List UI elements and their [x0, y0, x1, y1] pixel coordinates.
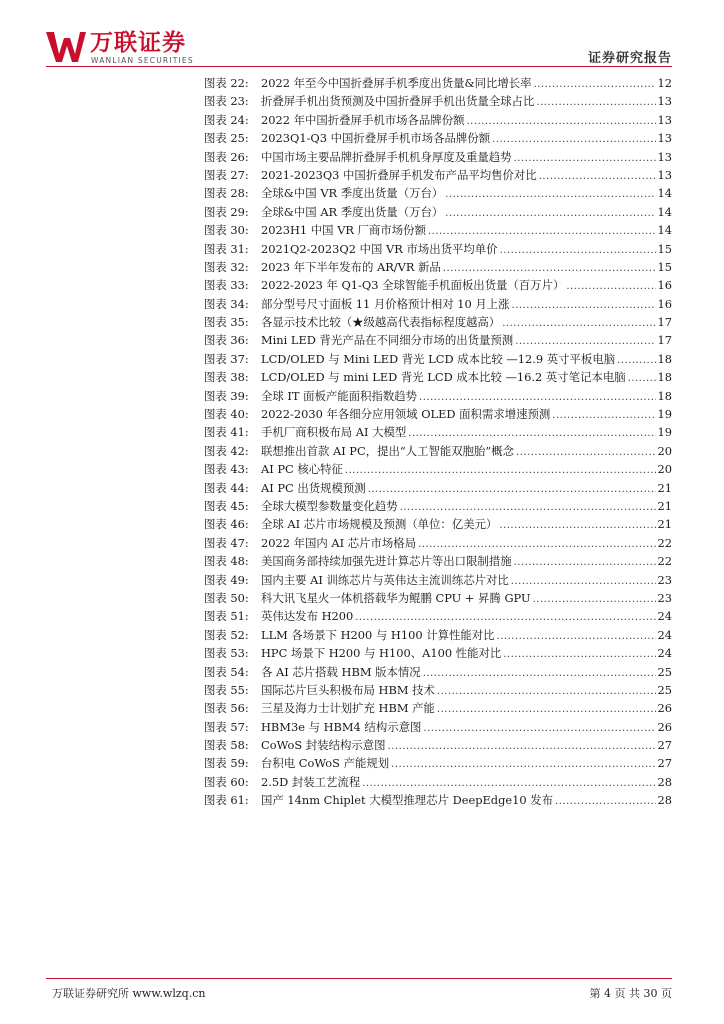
toc-entry-page: 19 — [657, 407, 672, 422]
toc-dot-leader — [437, 701, 656, 719]
toc-entry[interactable] — [204, 92, 672, 110]
toc-entry-label: 图表 50: — [204, 590, 249, 605]
toc-entry-page: 13 — [657, 149, 672, 164]
toc-entry-label: 图表 42: — [204, 443, 249, 458]
toc-dot-leader — [423, 720, 655, 738]
toc-entry-page: 14 — [657, 186, 672, 201]
toc-entry-label: 图表 53: — [204, 646, 249, 661]
toc-entry-page: 19 — [657, 425, 672, 440]
toc-entry-page: 22 — [657, 535, 672, 550]
toc-entry-label: 图表 45: — [204, 498, 249, 513]
toc-dot-leader — [368, 481, 656, 499]
toc-entry-title: 部分型号尺寸面板 11 月价格预计相对 10 月上涨 — [261, 296, 510, 311]
toc-dot-leader — [503, 646, 655, 664]
toc-entry[interactable] — [204, 111, 672, 129]
toc-entry-label: 图表 48: — [204, 554, 249, 569]
toc-entry-page: 28 — [657, 774, 672, 789]
toc-entry-page: 27 — [657, 738, 672, 753]
toc-entry[interactable] — [204, 350, 672, 368]
toc-entry-label: 图表 30: — [204, 223, 249, 238]
toc-entry-title: 三星及海力士计划扩充 HBM 产能 — [261, 701, 435, 716]
toc-entry[interactable] — [204, 129, 672, 147]
toc-entry[interactable] — [204, 74, 672, 92]
toc-dot-leader — [512, 297, 656, 315]
toc-entry[interactable] — [204, 736, 672, 754]
toc-entry-page: 18 — [657, 351, 672, 366]
toc-entry-page: 17 — [657, 315, 672, 330]
toc-entry[interactable] — [204, 387, 672, 405]
toc-entry-label: 图表 43: — [204, 462, 249, 477]
toc-entry-page: 13 — [657, 167, 672, 182]
toc-entry-title: HBM3e 与 HBM4 结构示意图 — [261, 719, 422, 734]
toc-dot-leader — [497, 628, 656, 646]
toc-entry[interactable] — [204, 442, 672, 460]
wanlian-logo-icon — [46, 30, 86, 64]
toc-entry-label: 图表 23: — [204, 94, 249, 109]
toc-dot-leader — [516, 444, 655, 462]
toc-entry-title: 手机厂商积极布局 AI 大模型 — [261, 425, 407, 440]
toc-entry-title: 全球 IT 面板产能面积指数趋势 — [261, 388, 418, 403]
toc-entry-label: 图表 26: — [204, 149, 249, 164]
toc-entry-title: 中国市场主要品牌折叠屏手机机身厚度及重量趋势 — [261, 149, 512, 164]
toc-entry-page: 23 — [657, 590, 672, 605]
toc-dot-leader — [566, 278, 655, 296]
toc-entry-page: 22 — [657, 554, 672, 569]
toc-dot-leader — [539, 168, 656, 186]
toc-entry[interactable] — [204, 791, 672, 809]
chart-index-list — [204, 74, 672, 810]
page-number: 第 4 页 共 30 页 — [589, 987, 672, 1000]
toc-entry-page: 18 — [657, 370, 672, 385]
toc-entry-title: 2022 年中国折叠屏手机市场各品牌份额 — [261, 112, 465, 127]
toc-entry-label: 图表 57: — [204, 719, 249, 734]
toc-entry-label: 图表 49: — [204, 572, 249, 587]
toc-dot-leader — [437, 683, 656, 701]
toc-entry-title: 2023 年下半年发布的 AR/VR 新品 — [261, 259, 441, 274]
toc-entry-title: 科大讯飞星火一体机搭载华为鲲鹏 CPU + 昇腾 GPU — [261, 590, 531, 605]
toc-entry-page: 27 — [657, 756, 672, 771]
toc-entry-title: 2022 年国内 AI 芯片市场格局 — [261, 535, 417, 550]
company-logo — [46, 30, 206, 66]
toc-entry-title: AI PC 核心特征 — [261, 462, 343, 477]
toc-entry[interactable] — [204, 295, 672, 313]
toc-entry[interactable] — [204, 644, 672, 662]
toc-entry-page: 15 — [657, 259, 672, 274]
toc-entry-title: 各 AI 芯片搭载 HBM 版本情况 — [261, 664, 421, 679]
toc-entry-label: 图表 22: — [204, 76, 249, 90]
toc-entry-label: 图表 35: — [204, 315, 249, 330]
toc-dot-leader — [536, 94, 655, 112]
toc-entry-title: 2022-2030 年各细分应用领域 OLED 面积需求增速预测 — [261, 407, 551, 422]
toc-entry-page: 23 — [657, 572, 672, 587]
toc-dot-leader — [511, 573, 656, 591]
toc-entry-title: 全球&中国 AR 季度出货量（万台） — [261, 204, 444, 219]
toc-entry-title: 2023H1 中国 VR 厂商市场份额 — [261, 223, 426, 238]
toc-entry[interactable] — [204, 571, 672, 589]
toc-dot-leader — [533, 591, 656, 609]
toc-entry[interactable] — [204, 460, 672, 478]
toc-entry-title: LCD/OLED 与 mini LED 背光 LCD 成本比较 —16.2 英寸笔记本电脑 — [261, 370, 626, 385]
toc-entry-label: 图表 61: — [204, 793, 249, 808]
toc-entry-page: 21 — [657, 498, 672, 513]
toc-entry-page: 12 — [657, 76, 672, 90]
toc-entry-page: 20 — [657, 443, 672, 458]
footer-divider — [46, 978, 672, 979]
toc-entry-title: 国产 14nm Chiplet 大模型推理芯片 DeepEdge10 发布 — [261, 793, 554, 808]
toc-entry-page: 21 — [657, 517, 672, 532]
toc-dot-leader — [445, 205, 655, 223]
toc-entry[interactable] — [204, 368, 672, 386]
toc-entry-title: 台积电 CoWoS 产能规划 — [261, 756, 390, 771]
toc-dot-leader — [466, 113, 655, 131]
page-header — [0, 0, 724, 70]
toc-entry-page: 28 — [657, 793, 672, 808]
toc-entry-label: 图表 33: — [204, 278, 249, 293]
toc-entry-title: 折叠屏手机出货预测及中国折叠屏手机出货量全球占比 — [261, 94, 535, 109]
toc-entry-label: 图表 40: — [204, 407, 249, 422]
toc-dot-leader — [423, 665, 656, 683]
toc-entry-title: AI PC 出货规模预测 — [261, 480, 366, 495]
toc-entry-title: Mini LED 背光产品在不同细分市场的出货量预测 — [261, 333, 514, 348]
toc-entry-label: 图表 36: — [204, 333, 249, 348]
logo-chinese-name: 万联证券 — [90, 30, 186, 56]
toc-entry-label: 图表 44: — [204, 480, 249, 495]
toc-entry-label: 图表 29: — [204, 204, 249, 219]
toc-entry[interactable] — [204, 699, 672, 717]
toc-entry-page: 14 — [657, 204, 672, 219]
toc-entry-page: 15 — [657, 241, 672, 256]
toc-entry-label: 图表 28: — [204, 186, 249, 201]
toc-entry-label: 图表 38: — [204, 370, 249, 385]
toc-entry-page: 25 — [657, 664, 672, 679]
toc-entry[interactable] — [204, 681, 672, 699]
toc-entry-page: 16 — [657, 278, 672, 293]
toc-dot-leader — [492, 131, 655, 149]
toc-entry[interactable] — [204, 276, 672, 294]
toc-entry-page: 18 — [657, 388, 672, 403]
toc-entry-page: 24 — [657, 646, 672, 661]
toc-entry-page: 13 — [657, 94, 672, 109]
toc-entry-page: 26 — [657, 701, 672, 716]
toc-entry[interactable] — [204, 313, 672, 331]
toc-entry[interactable] — [204, 663, 672, 681]
toc-dot-leader — [502, 315, 655, 333]
toc-entry-label: 图表 24: — [204, 112, 249, 127]
toc-entry-label: 图表 60: — [204, 774, 249, 789]
toc-dot-leader — [345, 462, 656, 480]
toc-entry-page: 13 — [657, 112, 672, 127]
toc-dot-leader — [500, 242, 656, 260]
toc-entry-title: 2.5D 封装工艺流程 — [261, 774, 361, 789]
toc-entry-label: 图表 52: — [204, 627, 249, 642]
toc-entry[interactable] — [204, 773, 672, 791]
toc-entry-label: 图表 46: — [204, 517, 249, 532]
toc-entry-label: 图表 59: — [204, 756, 249, 771]
toc-entry[interactable] — [204, 405, 672, 423]
toc-entry[interactable] — [204, 221, 672, 239]
toc-entry[interactable] — [204, 534, 672, 552]
toc-entry-title: 2021Q2-2023Q2 中国 VR 市场出货平均单价 — [261, 241, 498, 256]
toc-dot-leader — [514, 554, 656, 572]
toc-entry-label: 图表 37: — [204, 351, 249, 366]
toc-entry-label: 图表 32: — [204, 259, 249, 274]
toc-entry-title: 国内主要 AI 训练芯片与英伟达主流训练芯片对比 — [261, 572, 509, 587]
toc-entry-page: 13 — [657, 131, 672, 146]
toc-entry[interactable] — [204, 754, 672, 772]
toc-entry-label: 图表 54: — [204, 664, 249, 679]
toc-entry-title: 各显示技术比较（★级越高代表指标程度越高） — [261, 315, 501, 330]
toc-entry[interactable] — [204, 607, 672, 625]
toc-entry-label: 图表 25: — [204, 131, 249, 146]
toc-entry-label: 图表 39: — [204, 388, 249, 403]
toc-entry[interactable] — [204, 589, 672, 607]
header-divider — [46, 66, 672, 67]
toc-entry[interactable] — [204, 203, 672, 221]
toc-entry-page: 24 — [657, 609, 672, 624]
toc-entry-label: 图表 34: — [204, 296, 249, 311]
toc-entry-page: 16 — [657, 296, 672, 311]
toc-entry-label: 图表 27: — [204, 167, 249, 182]
toc-entry-title: 美国商务部持续加强先进计算芯片等出口限制措施 — [261, 554, 512, 569]
toc-entry[interactable] — [204, 626, 672, 644]
toc-dot-leader — [552, 407, 655, 425]
toc-entry-label: 图表 41: — [204, 425, 249, 440]
toc-entry-title: 2022 年至今中国折叠屏手机季度出货量&同比增长率 — [261, 76, 532, 90]
toc-entry-page: 21 — [657, 480, 672, 495]
toc-entry[interactable] — [204, 331, 672, 349]
toc-entry-title: 联想推出首款 AI PC，提出“人工智能双胞胎”概念 — [261, 443, 515, 458]
toc-entry-page: 25 — [657, 682, 672, 697]
toc-dot-leader — [391, 756, 655, 774]
toc-dot-leader — [628, 370, 656, 388]
toc-entry[interactable] — [204, 166, 672, 184]
toc-entry-title: HPC 场景下 H200 与 H100、A100 性能对比 — [261, 646, 502, 661]
toc-entry-title: 2022-2023 年 Q1-Q3 全球智能手机面板出货量（百万片） — [261, 278, 565, 293]
logo-english-name: WANLIAN SECURITIES — [91, 56, 194, 65]
toc-entry-title: 全球&中国 VR 季度出货量（万台） — [261, 186, 444, 201]
toc-entry[interactable] — [204, 718, 672, 736]
toc-entry-title: 国际芯片巨头积极布局 HBM 技术 — [261, 682, 435, 697]
toc-entry-title: CoWoS 封装结构示意图 — [261, 738, 386, 753]
toc-dot-leader — [555, 793, 655, 811]
toc-dot-leader — [445, 186, 655, 204]
toc-entry-title: 英伟达发布 H200 — [261, 609, 354, 624]
toc-dot-leader — [534, 76, 656, 94]
toc-entry[interactable] — [204, 423, 672, 441]
toc-entry-title: LCD/OLED 与 Mini LED 背光 LCD 成本比较 —12.9 英寸平板电脑 — [261, 351, 616, 366]
toc-entry[interactable] — [204, 552, 672, 570]
toc-entry[interactable] — [204, 240, 672, 258]
toc-entry-title: 2021-2023Q3 中国折叠屏手机发布产品平均售价对比 — [261, 167, 537, 182]
toc-entry-label: 图表 55: — [204, 682, 249, 697]
toc-entry[interactable] — [204, 497, 672, 515]
footer-source: 万联证券研究所 www.wlzq.cn — [52, 987, 206, 1000]
toc-entry-label: 图表 47: — [204, 535, 249, 550]
toc-entry-title: 全球大模型参数量变化趋势 — [261, 498, 398, 513]
toc-dot-leader — [499, 517, 655, 535]
toc-entry-title: 全球 AI 芯片市场规模及预测（单位：亿美元） — [261, 517, 498, 532]
toc-entry-page: 26 — [657, 719, 672, 734]
toc-entry[interactable] — [204, 479, 672, 497]
toc-entry-page: 24 — [657, 627, 672, 642]
toc-entry-title: LLM 各场景下 H200 与 H100 计算性能对比 — [261, 627, 495, 642]
toc-entry-title: 2023Q1-Q3 中国折叠屏手机市场各品牌份额 — [261, 131, 491, 146]
toc-entry-label: 图表 58: — [204, 738, 249, 753]
toc-entry[interactable] — [204, 184, 672, 202]
toc-entry-page: 17 — [657, 333, 672, 348]
toc-entry[interactable] — [204, 148, 672, 166]
toc-entry-page: 14 — [657, 223, 672, 238]
toc-entry-label: 图表 31: — [204, 241, 249, 256]
toc-entry-page: 20 — [657, 462, 672, 477]
toc-entry-label: 图表 51: — [204, 609, 249, 624]
toc-entry-label: 图表 56: — [204, 701, 249, 716]
toc-dot-leader — [388, 738, 656, 756]
toc-entry[interactable] — [204, 515, 672, 533]
report-type-title: 证券研究报告 — [587, 51, 672, 66]
toc-entry[interactable] — [204, 258, 672, 276]
